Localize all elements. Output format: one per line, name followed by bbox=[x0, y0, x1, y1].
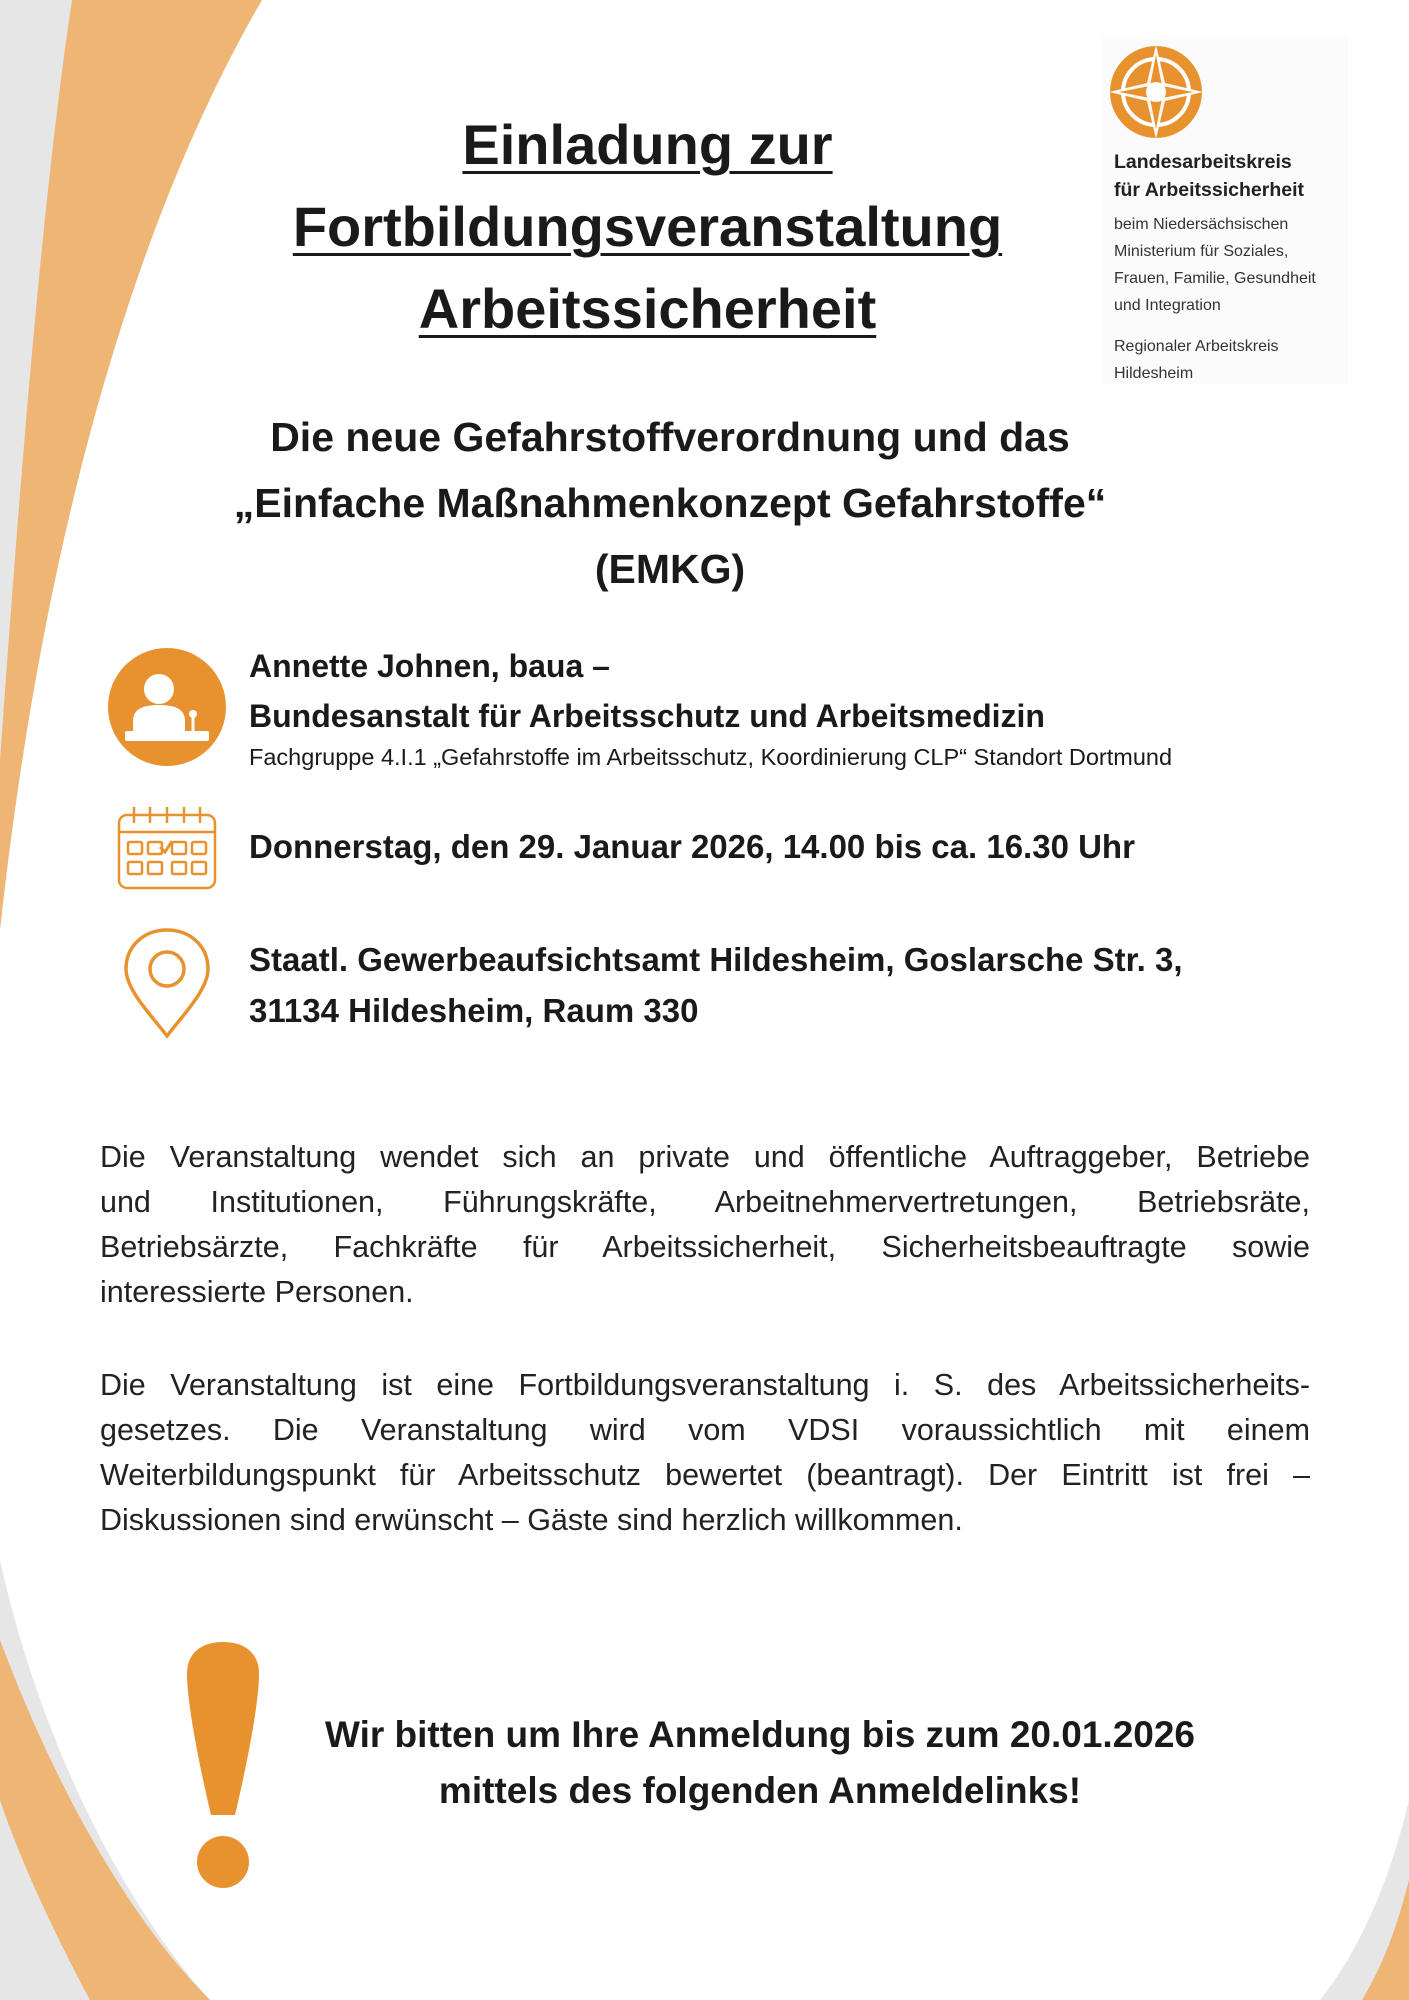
info-line-2: gesetzes. Die Veranstaltung wird vom VDSI voraussichtlich mit einem bbox=[100, 1413, 1310, 1447]
audience-line-1: Die Veranstaltung wendet sich an private und öffentliche Auftraggeber, Betriebe bbox=[100, 1140, 1310, 1174]
logo-sub-line-2: Ministerium für Soziales, bbox=[1114, 243, 1289, 260]
info-line-1: Die Veranstaltung ist eine Fortbildungsveranstaltung i. S. des Arbeitssicherheits- bbox=[100, 1368, 1310, 1402]
title-line-3: Arbeitssicherheit bbox=[418, 277, 877, 340]
speaker-name-line-1: Annette Johnen, baua – bbox=[249, 648, 610, 684]
event-date: Donnerstag, den 29. Januar 2026, 14.00 bis ca. 16.30 Uhr bbox=[249, 828, 1135, 865]
logo-region-line-1: Regionaler Arbeitskreis bbox=[1114, 338, 1279, 355]
location-line-1: Staatl. Gewerbeaufsichtsamt Hildesheim, Goslarsche Str. 3, bbox=[249, 941, 1183, 978]
logo-sub-line-4: und Integration bbox=[1114, 297, 1221, 314]
topic-line-1: Die neue Gefahrstoffverordnung und das bbox=[270, 414, 1070, 460]
logo-sub-line-1: beim Niedersächsischen bbox=[1114, 216, 1289, 233]
registration-notice bbox=[250, 1707, 1270, 1819]
registration-line-1: Wir bitten um Ihre Anmeldung bis zum 20.01.2026 bbox=[324, 1714, 1196, 1755]
audience-paragraph bbox=[100, 1135, 1310, 1315]
page-title bbox=[180, 104, 1115, 350]
logo-name-line-2: für Arbeitssicherheit bbox=[1114, 179, 1304, 201]
speaker-podium-icon bbox=[107, 647, 227, 767]
topic-line-2: „Einfache Maßnahmenkonzept Gefahrstoffe“ bbox=[233, 480, 1107, 526]
logo-sub-line-3: Frauen, Familie, Gesundheit bbox=[1114, 270, 1316, 287]
calendar-icon bbox=[116, 805, 218, 891]
compass-cross-logo-icon bbox=[1105, 41, 1207, 143]
organization-logo bbox=[1102, 36, 1348, 384]
logo-name-line-1: Landesarbeitskreis bbox=[1114, 151, 1292, 173]
speaker-name-line-2: Bundesanstalt für Arbeitsschutz und Arbeitsmedizin bbox=[249, 698, 1045, 734]
info-paragraph bbox=[100, 1363, 1310, 1543]
logo-region-line-2: Hildesheim bbox=[1114, 365, 1194, 382]
audience-line-4: interessierte Personen. bbox=[100, 1275, 414, 1309]
speaker-name bbox=[249, 641, 1045, 741]
event-topic bbox=[130, 404, 1210, 602]
logo-region bbox=[1114, 333, 1279, 387]
audience-line-2: und Institutionen, Führungskräfte, Arbeitnehmervertretungen, Betriebsräte, bbox=[100, 1185, 1310, 1219]
audience-line-3: Betriebsärzte, Fachkräfte für Arbeitssicherheit, Sicherheitsbeauftragte sowie bbox=[100, 1230, 1310, 1264]
info-line-4: Diskussionen sind erwünscht – Gäste sind herzlich willkommen. bbox=[100, 1503, 963, 1537]
speaker-department: Fachgruppe 4.I.1 „Gefahrstoffe im Arbeitsschutz, Koordinierung CLP“ Standort Dortmund bbox=[249, 744, 1173, 770]
topic-line-3: (EMKG) bbox=[594, 546, 746, 592]
logo-ministry bbox=[1114, 211, 1316, 319]
logo-org-name bbox=[1114, 148, 1304, 204]
title-line-2: Fortbildungsveranstaltung bbox=[292, 195, 1003, 258]
registration-line-2: mittels des folgenden Anmeldelinks! bbox=[438, 1770, 1082, 1811]
event-location bbox=[249, 934, 1183, 1036]
title-line-1: Einladung zur bbox=[462, 113, 833, 176]
location-pin-icon bbox=[122, 926, 212, 1040]
location-line-2: 31134 Hildesheim, Raum 330 bbox=[249, 992, 699, 1029]
info-line-3: Weiterbildungspunkt für Arbeitsschutz bewertet (beantragt). Der Eintritt ist frei – bbox=[100, 1458, 1310, 1492]
